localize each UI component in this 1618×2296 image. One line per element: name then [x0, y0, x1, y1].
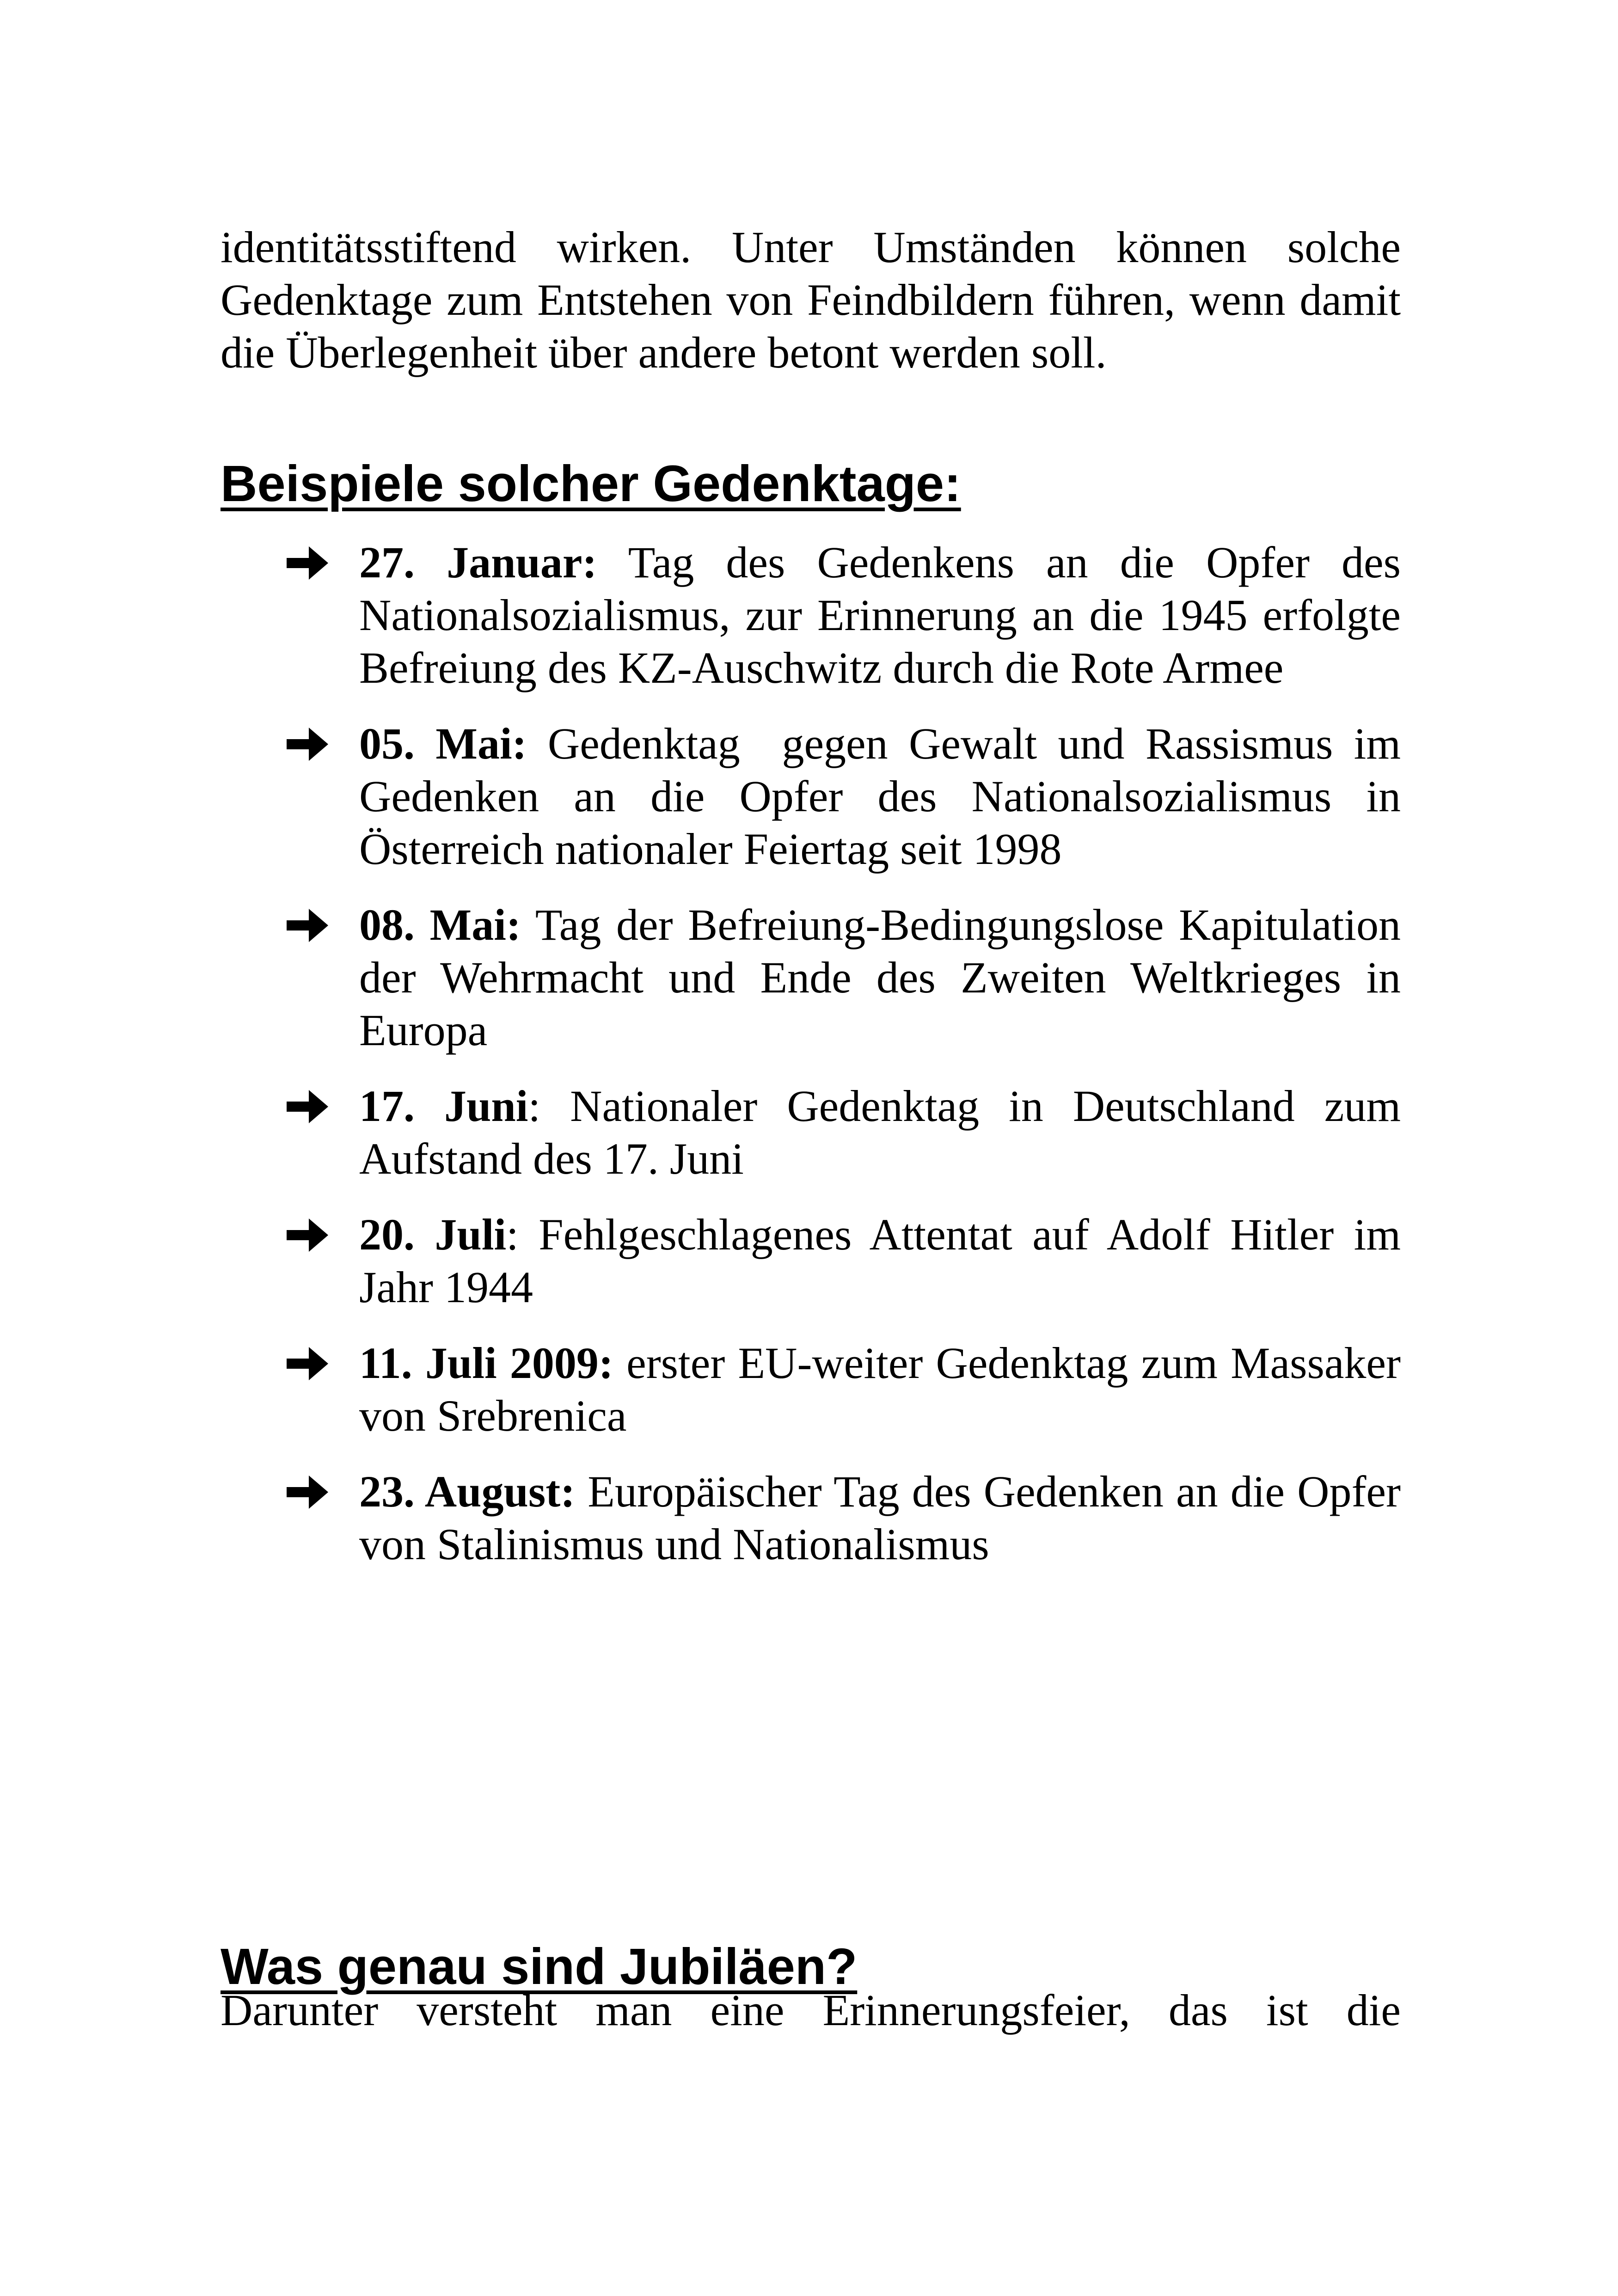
item-date: 27. Januar:: [359, 538, 597, 587]
arrow-right-icon: [287, 909, 328, 942]
jubilaeen-heading: Was genau sind Jubiläen?: [221, 1938, 858, 1995]
list-item: [287, 717, 1412, 876]
arrow-right-icon: [287, 546, 328, 580]
arrow-right-icon: [287, 1476, 328, 1509]
arrow-right-icon: [287, 1218, 328, 1252]
item-date: 17. Juni: [359, 1081, 528, 1131]
list-item: [287, 1080, 1401, 1185]
arrow-right-icon: [287, 1090, 328, 1123]
list-item: [287, 1465, 1401, 1571]
item-date: 20. Juli: [359, 1210, 507, 1259]
item-text: erster EU-weiter Gedenktag zum Massaker von Srebrenica: [359, 1338, 1401, 1440]
item-text: Nationaler Gedenktag in Deutschland zum Aufstand des 17. Juni: [359, 1081, 1401, 1183]
list-item: [287, 536, 1401, 694]
item-text: Europäischer Tag des Gedenken an die Opfer von Stalinismus und Nationalismus: [359, 1467, 1401, 1569]
list-item: [287, 899, 1401, 1057]
item-text: Gedenktag gegen Gewalt und Rassismus im Gedenken an die Opfer des Nationalsozialismus in Österreich nationaler Feiertag seit 1998: [359, 719, 1412, 874]
item-text: Tag der Befreiung-Bedingungslose Kapitulation der Wehrmacht und Ende des Zweiten Weltkrieges in Europa: [359, 900, 1401, 1055]
item-date: 11. Juli 2009:: [359, 1338, 613, 1388]
item-separator: :: [506, 1210, 519, 1259]
jubilaeen-paragraph: Darunter versteht man eine Erinnerungsfeier, das ist die: [221, 1985, 1401, 2035]
list-item: [287, 1208, 1401, 1314]
item-separator: :: [528, 1081, 541, 1131]
list-item: [287, 1337, 1401, 1442]
item-text: Fehlgeschlagenes Attentat auf Adolf Hitler im Jahr 1944: [359, 1210, 1401, 1312]
intro-paragraph: identitätsstiftend wirken. Unter Umständen können solche Gedenktage zum Entstehen von Feindbildern führen, wenn damit die Überlegenheit über andere betont werden soll.: [221, 222, 1401, 377]
item-date: 23. August:: [359, 1467, 576, 1516]
arrow-right-icon: [287, 728, 328, 761]
item-date: 08. Mai:: [359, 900, 521, 949]
arrow-right-icon: [287, 1347, 328, 1380]
item-text: Tag des Gedenkens an die Opfer des Nationalsozialismus, zur Erinnerung an die 1945 erfolgte Befreiung des KZ-Auschwitz durch die Rote Armee: [359, 538, 1401, 692]
item-date: 05. Mai:: [359, 719, 527, 768]
memorial-days-list: [287, 536, 1412, 1594]
examples-heading: Beispiele solcher Gedenktage:: [221, 455, 961, 512]
